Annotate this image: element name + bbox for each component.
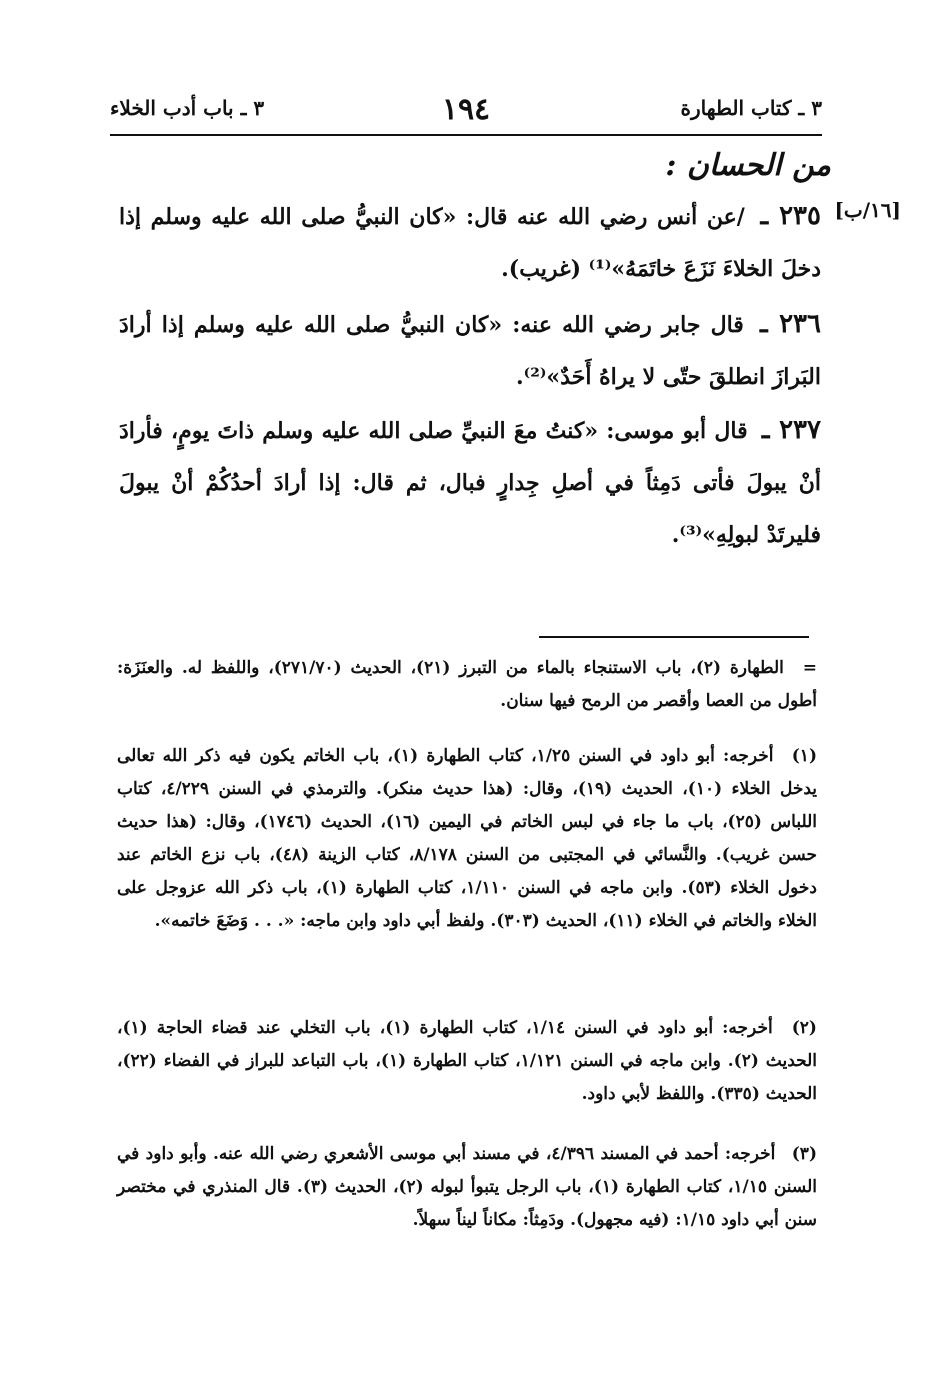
manuscript-folio-marker: [١٦/ب] (834, 198, 901, 222)
footnote-text: أخرجه: أحمد في المسند ٤/٣٩٦، في مسند أبي موسى الأشعري رضي الله عنه. وأبو داود في السنن ١/١٥، كتاب الطهارة (١)، باب الرجل يتبوأ لبوله (٢)، الحديث (٣). قال المنذري في مختصر سنن أبي داود ١/١٥: (فيه مجهول). ودَمِثاً: مكاناً ليناً سهلاً. (117, 1144, 817, 1230)
hadith-number: ٢٣٥ ـ (760, 201, 821, 231)
footnote-text: الطهارة (٢)، باب الاستنجاء بالماء من التبرز (٢١)، الحديث (٢٧١/٧٠)، واللفظ له. والعنَزَة: أطول من العصا وأقصر من الرمح فيها سنان. (117, 658, 817, 711)
hadith-text: قال أبو موسى: «كنتُ معَ النبيِّ صلى الله عليه وسلم ذاتَ يومٍ، فأرادَ أنْ يبولَ فأتى دَمِثاً في أصلِ جِدارٍ فبال، ثم قال: إذا أرادَ أحدُكُمْ أنْ يبولَ فليرتَدْ لبولِهِ»⁽³⁾. (119, 418, 821, 548)
hadith-235 (119, 190, 821, 295)
footnote-2 (117, 1012, 817, 1111)
hadith-237 (119, 404, 821, 561)
running-header (110, 92, 822, 132)
hadith-number: ٢٣٧ ـ (761, 415, 821, 445)
hadith-236 (119, 298, 821, 403)
footnote-marker: (٣) (791, 1144, 817, 1164)
hadith-number: ٢٣٦ ـ (759, 309, 821, 339)
footnote-3 (117, 1138, 817, 1237)
header-section: ٣ ـ باب أدب الخلاء (110, 96, 265, 120)
header-divider (110, 134, 822, 136)
footnote-marker: = (802, 658, 817, 678)
footnote-divider (539, 636, 809, 638)
footnote-marker: (١) (791, 746, 817, 766)
hadith-text: قال جابر رضي الله عنه: «كان النبيُّ صلى الله عليه وسلم إذا أرادَ البَرازَ انطلقَ حتّى لا يراهُ أَحَدٌ»⁽²⁾. (119, 312, 821, 390)
page-number: ١٩٤ (441, 92, 491, 127)
footnote-1 (117, 740, 817, 938)
section-title: من الحسان : (665, 148, 831, 183)
footnote-text: أخرجه: أبو داود في السنن ١/١٤، كتاب الطهارة (١)، باب التخلي عند قضاء الحاجة (١)، الحديث (٢). وابن ماجه في السنن ١/١٢١، كتاب الطهارة (١)، باب التباعد للبراز في الفضاء (٢٢)، الحديث (٣٣٥). واللفظ لأبي داود. (117, 1018, 817, 1104)
footnote-continuation (117, 652, 817, 718)
footnote-marker: (٢) (791, 1018, 817, 1038)
header-chapter: ٣ ـ كتاب الطهارة (680, 96, 822, 120)
hadith-text: /عن أنس رضي الله عنه قال: «كان النبيُّ صلى الله عليه وسلم إذا دخلَ الخلاءَ نَزَعَ خاتَمَهُ»⁽¹⁾ (غريب). (119, 204, 821, 282)
footnote-text: أخرجه: أبو داود في السنن ١/٢٥، كتاب الطهارة (١)، باب الخاتم يكون فيه ذكر الله تعالى يدخل الخلاء (١٠)، الحديث (١٩)، وقال: (هذا حديث منكر). والترمذي في السنن ٤/٢٢٩، كتاب اللباس (٢٥)، باب ما جاء في لبس الخاتم في اليمين (١٦)، الحديث (١٧٤٦)، وقال: (هذا حديث حسن غريب). والنَّسائي في المجتبى من السنن ٨/١٧٨، كتاب الزينة (٤٨)، باب نزع الخاتم عند دخول الخلاء (٥٣). وابن ماجه في السنن ١/١١٠، كتاب الطهارة (١)، باب ذكر الله عزوجل على الخلاء والخاتم في الخلاء (١١)، الحديث (٣٠٣). ولفظ أبي داود وابن ماجه: «. . . وَضَعَ خاتمه». (117, 746, 818, 931)
